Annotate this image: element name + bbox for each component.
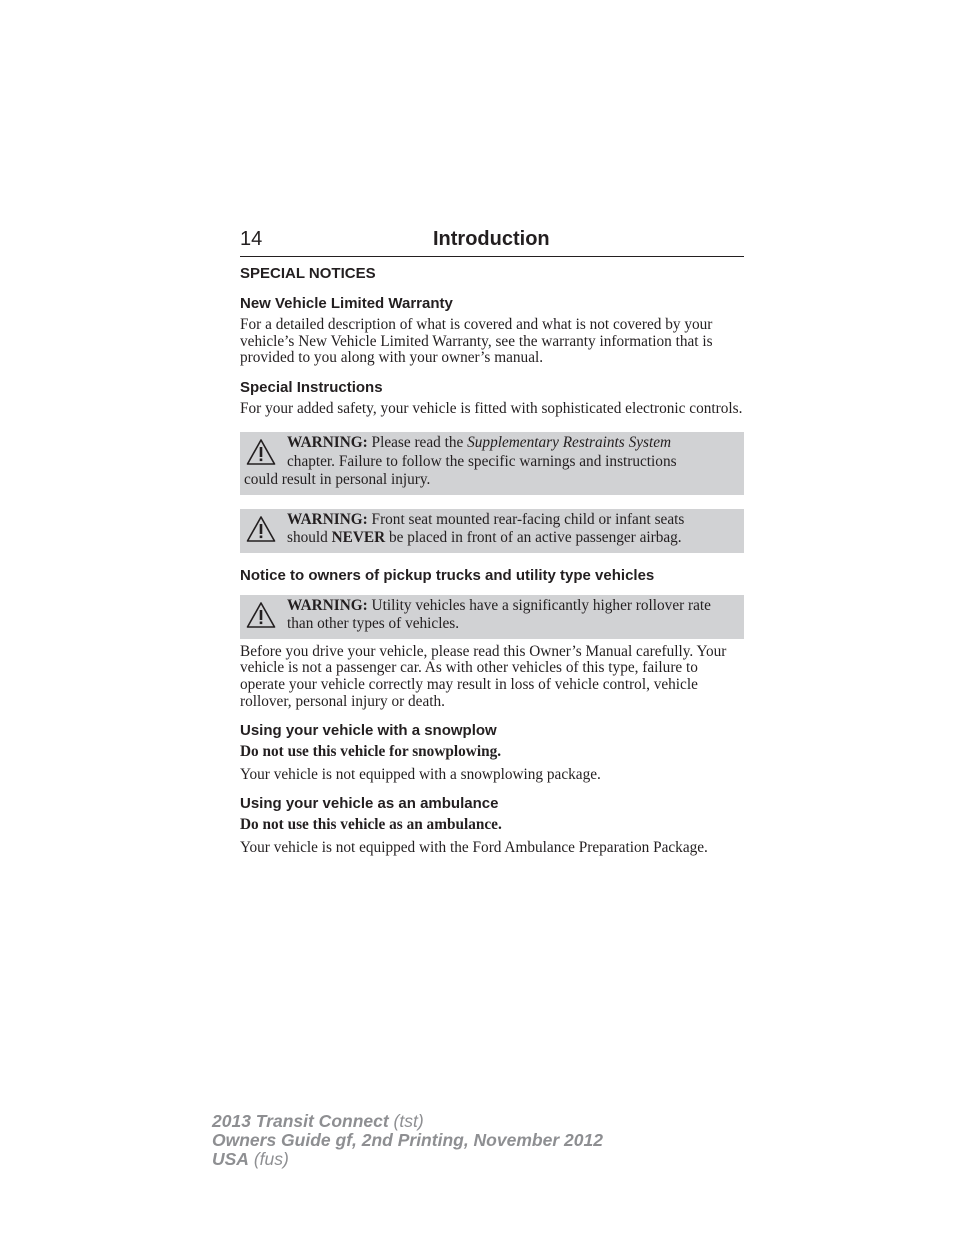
warning-triangle-icon xyxy=(246,515,276,543)
special-instructions-heading: Special Instructions xyxy=(240,378,383,396)
print-footer: 2013 Transit Connect (tst) Owners Guide gf, 2nd Printing, November 2012 USA (fus) xyxy=(212,1111,603,1169)
page-header xyxy=(240,228,744,257)
special-instructions-text: For your added safety, your vehicle is fitted with sophisticated electronic controls. xyxy=(240,399,743,417)
pickup-text: Before you drive your vehicle, please read this Owner’s Manual carefully. Your vehicle is not a passenger car. As with other vehicles of this type, failure to operate your vehicle correctly may result in loss of vehicle control, vehicle rollover, personal injury or death. xyxy=(240,642,727,710)
page-number: 14 xyxy=(240,228,263,250)
restraints-chapter-ref: Supplementary Restraints System xyxy=(467,434,672,452)
warranty-text: For a detailed description of what is covered and what is not covered by your vehicle’s New Vehicle Limited Warranty, see the warranty information that is provided to you along with your owner’s manual. xyxy=(240,316,713,367)
never-emphasis: NEVER xyxy=(331,529,386,547)
page-content xyxy=(240,228,744,857)
ambulance-heading: Using your vehicle as an ambulance xyxy=(240,795,499,813)
warning-label: WARNING: xyxy=(287,434,368,452)
warning-box-child-seats: WARNING: Front seat mounted rear-facing child or infant seats should NEVER be placed in front of an active passenger airbag. xyxy=(240,509,744,553)
warning-triangle-icon xyxy=(246,601,276,629)
warning-label: WARNING: xyxy=(287,510,368,528)
snowplow-heading: Using your vehicle with a snowplow xyxy=(240,722,497,740)
warning-box-rollover: WARNING: Utility vehicles have a significantly higher rollover rate than other types of vehicles. xyxy=(240,595,744,639)
chapter-title: Introduction xyxy=(433,228,550,250)
snowplow-warning: Do not use this vehicle for snowplowing. xyxy=(240,743,502,761)
warning-box-restraints: WARNING: Please read the Supplementary Restraints System chapter. Failure to follow the specific warnings and instructions could result in personal injury. xyxy=(240,432,744,495)
ambulance-warning: Do not use this vehicle as an ambulance. xyxy=(240,816,502,834)
warranty-heading: New Vehicle Limited Warranty xyxy=(240,295,453,312)
ambulance-text: Your vehicle is not equipped with the Ford Ambulance Preparation Package. xyxy=(240,839,708,857)
section-title: SPECIAL NOTICES xyxy=(240,265,376,282)
snowplow-text: Your vehicle is not equipped with a snowplowing package. xyxy=(240,765,601,783)
warning-label: WARNING: xyxy=(287,596,368,614)
pickup-heading: Notice to owners of pickup trucks and utility type vehicles xyxy=(240,566,655,584)
warning-triangle-icon xyxy=(246,438,276,466)
